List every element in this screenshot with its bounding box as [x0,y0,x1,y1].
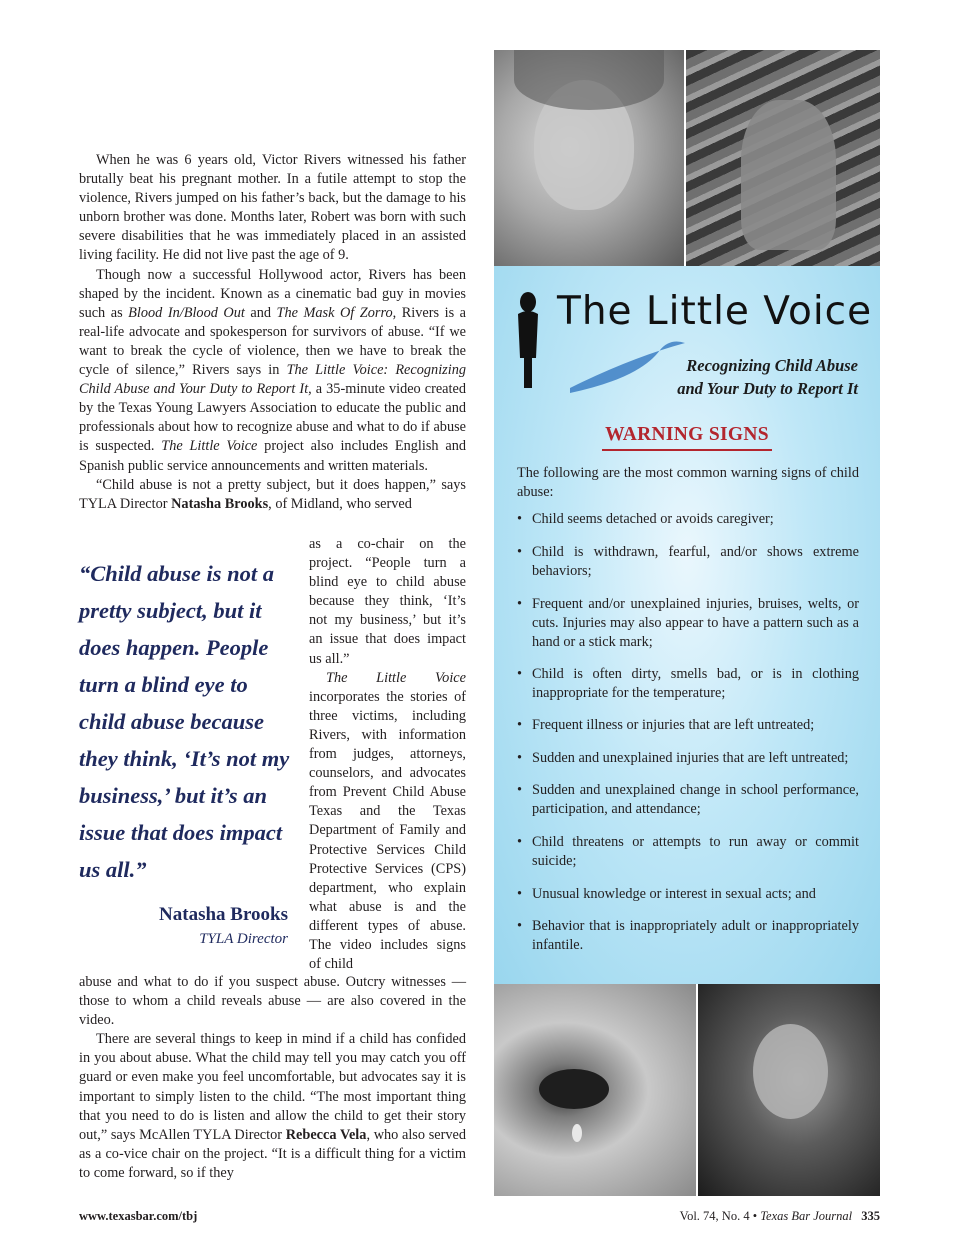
warning-item-text: Frequent and/or unexplained injuries, bruises, welts, or cuts. Injuries may also appear to have a pattern such as a hand or a stick mark; [532,596,859,650]
photo-boy-on-stairs [686,50,880,266]
warning-item-text: Frequent illness or injuries that are left untreated; [532,717,815,733]
video-title: The Little Voice [161,438,258,455]
bullet: • [517,834,523,850]
paragraph-brooks-cont: as a co-chair on the project. “People turn a blind eye to child abuse because they think, ‘It’s not my business,’ but it’s an issue that does impact us all.” [309,536,466,667]
sidebar-subtitle [600,354,858,400]
footer-volume: Vol. 74, No. 4 [679,1209,750,1223]
article-column-top [79,151,466,514]
photo-hair [514,50,664,110]
warning-item [517,833,859,871]
bullet: • [517,717,523,733]
text-run: incorporates the stories of three victims, including Rivers, with information from judges, attorneys, counselors, and advocates from Prevent Child Abuse Texas and the Texas Department of Family and Protective Services Child Protective Services (CPS) department, who explain what abuse is and the different types of abuse. The video includes signs of child [309,688,466,973]
film-title: Blood In/Blood Out [128,304,245,321]
heading-underline [602,449,772,451]
bullet: • [517,886,523,902]
warning-item-text: Sudden and unexplained injuries that are left untreated; [532,750,849,766]
photo-eye-iris [539,1069,609,1109]
person-name: Rebecca Vela [285,1126,367,1143]
bullet: • [517,596,523,612]
paragraph-vela [79,1030,466,1183]
warning-item [517,716,859,735]
pull-quote-role: TYLA Director [199,931,288,947]
subtitle-line: Recognizing Child Abuse [686,356,858,375]
footer-journal: Texas Bar Journal [760,1209,853,1223]
warning-item [517,781,859,819]
text-run: “Child abuse is not a pretty subject, but it does happen,” says TYLA Director [79,476,466,512]
article-column-narrow [309,535,466,974]
bullet: • [517,544,523,560]
pull-quote: “Child abuse is not a pretty subject, but it does happen. People turn a blind eye to child abuse because they think, ‘It’s not my business,’ but it’s an issue that does impact us all.” [79,561,290,882]
photo-sad-girl [698,984,880,1196]
video-title: The Little Voice [326,669,466,686]
photo-face [753,1024,828,1119]
paragraph-intro: When he was 6 years old, Victor Rivers witnessed his father brutally beat his pregnant mother. In a futile attempt to stop the violence, Rivers jumped on his father’s back, but the damage to his unborn brother was done. Months later, Robert was born with such severe disabilities that he was immediately placed in an assisted living facility. He did not live past the age of 9. [79,152,466,264]
warning-item-text: Child seems detached or avoids caregiver; [532,511,774,527]
photo-crying-girl [494,50,684,266]
bullet: • [517,511,523,527]
bullet: • [517,750,523,766]
text-run: , who also served as a co-vice chair on the project. “It is a difficult thing for a victim to come forward, so if they [79,1126,467,1181]
text-run: There are several things to keep in mind if a child has confided in you about abuse. What the child may tell you may catch you off guard or even make you feel uncomfortable, but advocates say it is important to simply listen to the child. “The most important thing that you need to do is listen and allow the child to get their story out,” says McAllen TYLA Director [79,1031,466,1143]
warning-intro: The following are the most common warning signs of child abuse: [517,465,859,500]
warning-item [517,885,859,904]
warning-item [517,917,859,955]
footer-citation [680,1209,880,1224]
warning-item [517,543,859,581]
warning-item [517,749,859,768]
article-column-bottom [79,973,466,1183]
pull-quote-name: Natasha Brooks [159,904,288,925]
bullet: • [517,782,523,798]
text-run: , of Midland, who served [268,495,412,512]
text-run: and [244,304,277,321]
bullet: • [517,666,523,682]
subtitle-line: and Your Duty to Report It [677,379,858,398]
photo-tear [572,1124,582,1142]
warning-item-text: Child threatens or attempts to run away or commit suicide; [532,834,859,869]
warning-item [517,595,859,652]
photo-figure [741,100,836,250]
photo-teary-eye [494,984,696,1196]
warning-item [517,665,859,703]
page-number: 335 [861,1209,880,1223]
person-name: Natasha Brooks [171,495,269,512]
paragraph-rivers [79,266,466,476]
warning-signs-heading: WARNING SIGNS [605,424,769,445]
child-silhouette-icon [518,292,538,388]
video-title: The Little Voice: Recognizing Child Abuse and Your Duty to Report It [79,362,466,398]
paragraph-little-voice [309,669,466,975]
bullet: • [517,918,523,934]
warning-item-text: Unusual knowledge or interest in sexual acts; and [532,886,816,902]
paragraph-little-voice-cont: abuse and what to do if you suspect abuse. Outcry witnesses — those to whom a child reveals abuse — are also covered in the video. [79,974,466,1029]
paragraph-brooks [79,476,466,514]
footer-separator: • [752,1209,758,1223]
text-run: , a 35-minute video created by the Texas Young Lawyers Association to educate the public and professionals about how to recognize abuse and what to do if abuse is suspected. [79,381,466,455]
text-run: , Rivers is a real-life advocate and spokesperson for survivors of abuse. “If we want to break the cycle of violence, then we have to break the cycle of silence,” Rivers says in [79,304,467,379]
warning-item-text: Sudden and unexplained change in school performance, participation, and attendance; [532,782,859,817]
warning-item-text: Child is withdrawn, fearful, and/or shows extreme behaviors; [532,544,859,579]
text-run: Though now a successful Hollywood actor, Rivers has been shaped by the incident. Known as a cinematic bad guy in movies such as [79,266,466,321]
warning-item [517,510,859,529]
footer-url: www.texasbar.com/tbj [79,1209,198,1223]
warning-item-text: Child is often dirty, smells bad, or is in clothing inappropriate for the temperature; [532,666,859,701]
text-run: project also includes English and Spanish public service announcements and written materials. [79,438,466,474]
sidebar-title: The Little Voice [557,289,873,334]
warning-item-text: Behavior that is inappropriately adult or inappropriately infantile. [532,918,859,953]
film-title: The Mask Of Zorro [276,304,393,321]
